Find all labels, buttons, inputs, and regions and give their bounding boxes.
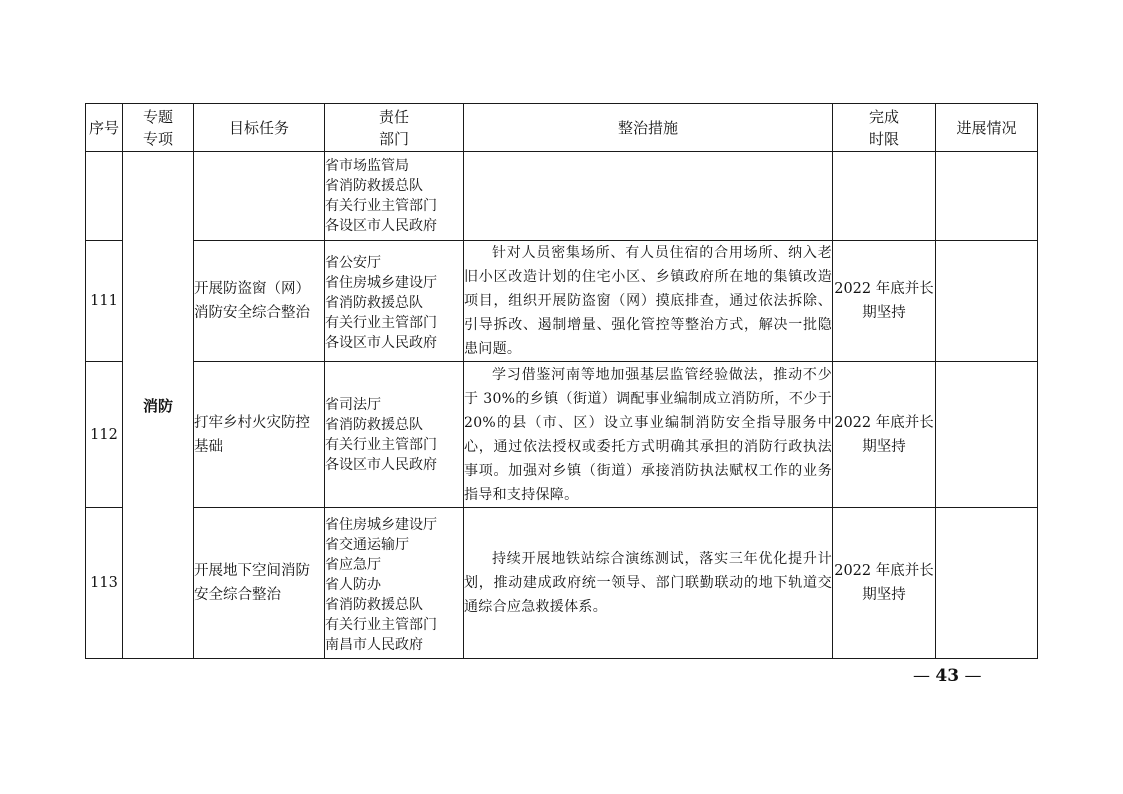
header-dept-line2: 部门 (378, 129, 409, 148)
dept-line: 省消防救援总队 (325, 416, 423, 433)
row-task: 开展地下空间消防安全综合整治 (194, 508, 325, 659)
table-row (86, 362, 1038, 508)
table-row (86, 508, 1038, 659)
row-seq: 113 (86, 508, 123, 659)
dept-line: 省消防救援总队 (325, 596, 423, 613)
dept-line: 有关行业主管部门 (325, 616, 437, 633)
dept-line: 省市场监管局 (325, 158, 409, 174)
dept-line: 省公安厅 (325, 255, 381, 271)
dept-line: 省司法厅 (325, 396, 381, 413)
dept-line: 各设区市人民政府 (325, 456, 437, 473)
row-depts (325, 508, 464, 659)
dept-line: 省人防办 (325, 576, 381, 593)
page-dash-left: — (913, 666, 930, 686)
row-deadline: 2022 年底并长期坚持 (833, 508, 936, 659)
topic-cell: 消防 (123, 152, 194, 659)
continued-measure-cell (464, 152, 833, 241)
continued-task-cell (194, 152, 325, 241)
dept-line: 各设区市人民政府 (325, 335, 437, 351)
row-deadline: 2022 年底并长期坚持 (833, 362, 936, 508)
dept-line: 有关行业主管部门 (325, 315, 437, 331)
row-measure: 学习借鉴河南等地加强基层监管经验做法，推动不少于 30%的乡镇（街道）调配事业编制成立消防所，不少于 20%的县（市、区）设立事业编制消防安全指导服务中心，通过依法授权或委托方式明确其承担的消防行政执法事项。加强对乡镇（街道）承接消防执法赋权工作的业务指导和支持保障。 (464, 362, 833, 508)
row-seq: 111 (86, 241, 123, 362)
row-measure: 针对人员密集场所、有人员住宿的合用场所、纳入老旧小区改造计划的住宅小区、乡镇政府所在地的集镇改造项目，组织开展防盗窗（网）摸底排查，通过依法拆除、引导拆改、遏制增量、强化管控等整治方式，解决一批隐患问题。 (464, 241, 833, 362)
row-progress (936, 362, 1038, 508)
header-deadline-line2: 时限 (868, 129, 899, 148)
dept-line: 有关行业主管部门 (325, 436, 437, 453)
row-seq: 112 (86, 362, 123, 508)
row-task: 开展防盗窗（网）消防安全综合整治 (194, 241, 325, 362)
row-depts (325, 241, 464, 362)
continued-seq-cell (86, 152, 123, 241)
dept-line: 省交通运输厅 (325, 536, 409, 553)
row-task: 打牢乡村火灾防控基础 (194, 362, 325, 508)
continued-progress-cell (936, 152, 1038, 241)
dept-line: 省消防救援总队 (325, 178, 423, 194)
dept-line: 省住房城乡建设厅 (325, 516, 437, 533)
page-footer (913, 666, 981, 686)
dept-line: 省应急厅 (325, 556, 381, 573)
row-depts (325, 362, 464, 508)
header-seq: 序号 (86, 104, 123, 152)
remediation-table (85, 103, 1038, 659)
row-deadline: 2022 年底并长期坚持 (833, 241, 936, 362)
row-progress (936, 241, 1038, 362)
table-row-continued (86, 152, 1038, 241)
header-dept-line1: 责任 (378, 107, 409, 126)
dept-line: 有关行业主管部门 (325, 198, 437, 214)
header-deadline-line1: 完成 (868, 107, 899, 126)
header-topic (123, 104, 194, 152)
dept-line: 南昌市人民政府 (325, 636, 423, 653)
header-progress: 进展情况 (936, 104, 1038, 152)
header-measure: 整治措施 (464, 104, 833, 152)
header-dept (325, 104, 464, 152)
header-deadline (833, 104, 936, 152)
dept-line: 省消防救援总队 (325, 295, 423, 311)
page-dash-right: — (964, 666, 982, 686)
continued-depts-cell (325, 152, 464, 241)
header-topic-line1: 专题 (142, 107, 173, 126)
header-task: 目标任务 (194, 104, 325, 152)
header-row (86, 104, 1038, 152)
row-measure: 持续开展地铁站综合演练测试，落实三年优化提升计划，推动建成政府统一领导、部门联勤联动的地下轨道交通综合应急救援体系。 (464, 508, 833, 659)
table-row (86, 241, 1038, 362)
page-number: 43 (935, 666, 960, 686)
dept-line: 省住房城乡建设厅 (325, 275, 437, 291)
continued-deadline-cell (833, 152, 936, 241)
dept-line: 各设区市人民政府 (325, 218, 437, 234)
header-topic-line2: 专项 (142, 129, 173, 148)
row-progress (936, 508, 1038, 659)
